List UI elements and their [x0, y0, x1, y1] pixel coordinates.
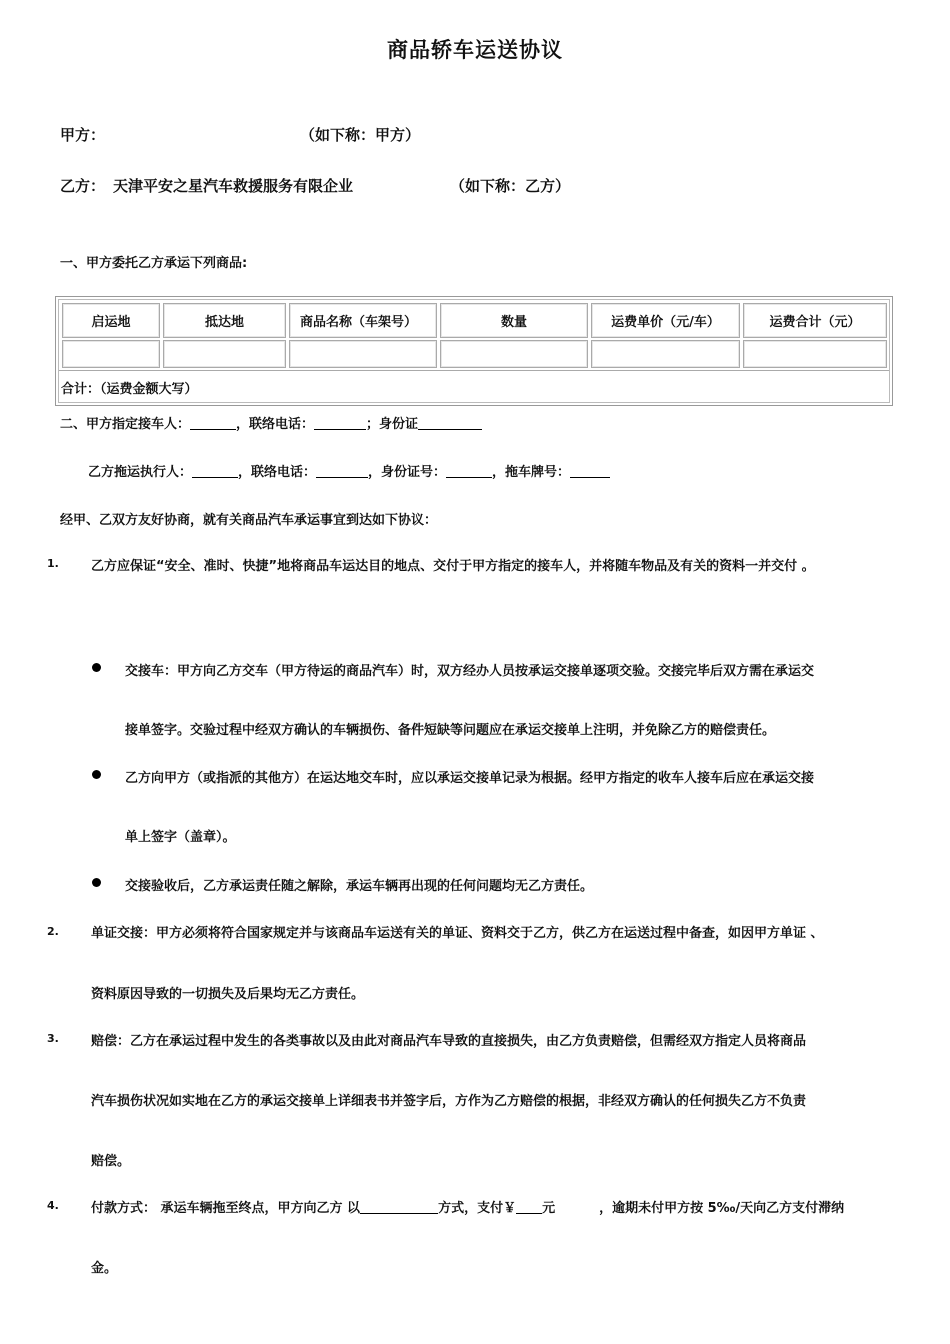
- goods-table-frame: [58, 299, 890, 403]
- bullet-1-line-2: 接单签字。交验过程中经双方确认的车辆损伤、备件短缺等问题应在承运交接单上注明，并免除乙方的赔偿责任。: [125, 723, 776, 738]
- receiver-id-blank[interactable]: [418, 415, 482, 430]
- clause-3-number: 3.: [47, 1032, 59, 1045]
- executor-id-label: ，身份证号：: [368, 465, 447, 480]
- bullet-3-line-1: 交接验收后，乙方承运责任随之解除，承运车辆再出现的任何问题均无乙方责任。: [125, 879, 594, 894]
- clause-3-line-1: 赔偿：乙方在承运过程中发生的各类事故以及由此对商品汽车导致的直接损失，由乙方负责赔偿，但需经双方指定人员将商品: [91, 1034, 807, 1049]
- payment-method-blank[interactable]: [360, 1199, 438, 1214]
- bullet-dot-icon: [92, 663, 101, 672]
- table-header-destination: 抵达地: [163, 303, 286, 338]
- clause-4-line-1: [91, 1197, 844, 1216]
- table-cell-destination[interactable]: [163, 340, 286, 368]
- payment-text-1: 付款方式： 承运车辆拖至终点，甲方向乙方 以: [91, 1201, 361, 1216]
- payment-text-2: 方式，支付￥: [438, 1201, 517, 1216]
- section1-heading: 一、甲方委托乙方承运下列商品:: [60, 256, 248, 271]
- table-cell-quantity[interactable]: [440, 340, 588, 368]
- executor-label: 乙方拖运执行人：: [88, 465, 193, 480]
- bullet-1-line-1: 交接车：甲方向乙方交车（甲方待运的商品汽车）时，双方经办人员按承运交接单逐项交验。交接完毕后双方需在承运交: [125, 664, 815, 679]
- receiver-blank[interactable]: [190, 415, 236, 430]
- bullet-dot-icon: [92, 770, 101, 779]
- document-title: 商品轿车运送协议: [387, 38, 563, 62]
- table-total-label: 合计：（运费金额大写）: [61, 382, 198, 397]
- table-header-total: 运费合计（元）: [743, 303, 887, 338]
- party-a-label: 甲方：: [60, 126, 106, 144]
- executor-plate-label: ，拖车牌号：: [492, 465, 571, 480]
- payment-amount-blank[interactable]: [516, 1199, 542, 1214]
- bullet-2-line-1: 乙方向甲方（或指派的其他方）在运达地交车时，应以承运交接单记录为根据。经甲方指定的收车人接车后应在承运交接: [125, 771, 815, 786]
- executor-plate-blank[interactable]: [570, 463, 610, 478]
- receiver-label: 二、甲方指定接车人：: [60, 417, 191, 432]
- bullet-dot-icon: [92, 878, 101, 887]
- party-b-name: 天津平安之星汽车救援服务有限企业: [113, 177, 354, 195]
- payment-unit: 元: [542, 1201, 556, 1216]
- clause-2-line-1: 单证交接：甲方必须将符合国家规定并与该商品车运送有关的单证、资料交于乙方，供乙方在运送过程中备查，如因甲方单证 、: [91, 926, 824, 941]
- table-header-unit-price: 运费单价（元/车）: [591, 303, 740, 338]
- executor-blank[interactable]: [192, 463, 238, 478]
- party-b-label: 乙方：: [60, 177, 106, 195]
- receiver-phone-blank[interactable]: [314, 415, 366, 430]
- party-b-alias: （如下称：乙方）: [450, 177, 571, 195]
- table-header-quantity: 数量: [440, 303, 588, 338]
- table-cell-unit-price[interactable]: [591, 340, 740, 368]
- clause-2-number: 2.: [47, 925, 59, 938]
- clause-2-line-2: 资料原因导致的一切损失及后果均无乙方责任。: [91, 987, 365, 1002]
- executor-id-blank[interactable]: [446, 463, 492, 478]
- agreement-intro: 经甲、乙双方友好协商，就有关商品汽车承运事宜到达如下协议：: [60, 513, 438, 528]
- table-cell-total[interactable]: [743, 340, 887, 368]
- executor-phone-blank[interactable]: [316, 463, 368, 478]
- clause-3-line-3: 赔偿。: [91, 1154, 131, 1169]
- table-divider: [59, 370, 889, 371]
- clause-1-text: 乙方应保证“安全、准时、快捷”地将商品车运达目的地点、交付于甲方指定的接车人，并将随车物品及有关的资料一并交付 。: [91, 559, 815, 574]
- table-cell-origin[interactable]: [62, 340, 160, 368]
- table-cell-goods-name[interactable]: [289, 340, 437, 368]
- bullet-2-line-2: 单上签字（盖章）。: [125, 830, 236, 845]
- receiver-phone-label: ，联络电话：: [236, 417, 315, 432]
- party-a-alias: （如下称：甲方）: [300, 126, 421, 144]
- payment-text-3: ，逾期未付甲方按 5‰/天向乙方支付滞纳: [599, 1201, 845, 1216]
- clause-1-number: 1.: [47, 557, 59, 570]
- table-header-origin: 启运地: [62, 303, 160, 338]
- executor-phone-label: ，联络电话：: [238, 465, 317, 480]
- executor-line: [88, 461, 610, 480]
- table-header-goods-name: 商品名称（车架号）: [289, 303, 437, 338]
- clause-3-line-2: 汽车损伤状况如实地在乙方的承运交接单上详细表书并签字后，方作为乙方赔偿的根据，非经双方确认的任何损失乙方不负责: [91, 1094, 807, 1109]
- clause-4-line-2: 金。: [91, 1261, 118, 1276]
- clause-4-number: 4.: [47, 1199, 59, 1212]
- receiver-id-label: ；身份证: [366, 417, 419, 432]
- goods-table: [55, 296, 893, 406]
- section2-receiver-line: [60, 413, 482, 432]
